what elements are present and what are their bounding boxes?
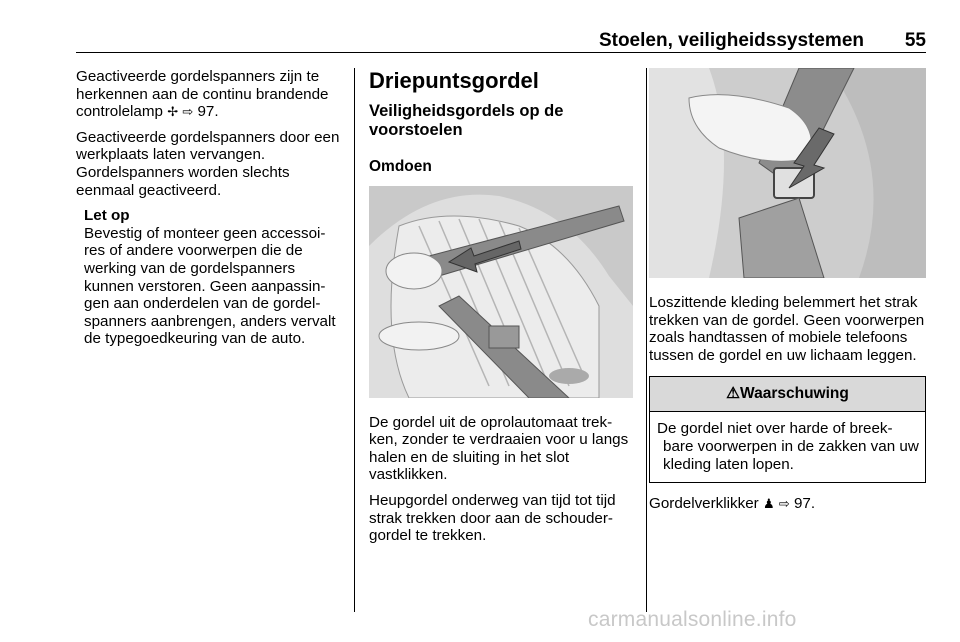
warning-triangle-icon: ⚠ <box>726 385 741 403</box>
warning-title: Waarschuwing <box>740 385 849 403</box>
page-header <box>76 30 926 53</box>
column-divider <box>646 68 647 612</box>
column-left <box>76 68 342 348</box>
heading-main: Driepuntsgordel <box>369 68 539 93</box>
watermark: carmanualsonline.info <box>588 608 797 631</box>
paragraph-text: Geactiveerde gordelspanners zijn te herkennen aan de continu brandende controlelamp <box>76 68 329 121</box>
heading-minor: Omdoen <box>369 158 432 175</box>
warning-box <box>649 376 926 483</box>
page-ref-icon: ⇨ <box>182 104 194 120</box>
seatbelt-fastening-illustration <box>369 186 633 398</box>
note-title: Let op <box>84 207 130 225</box>
paragraph: Geactiveerde gordelspanners door een werkplaats laten vervangen. Gordelspanners worden slechts eenmaal geactiveerd. <box>76 128 340 199</box>
paragraph: Loszittende kleding belemmert het strak trekken van de gordel. Geen voorwerpen zoals handtassen of mobiele telefoons tussen de gordel en uw lichaam leggen. <box>649 294 925 364</box>
column-right <box>649 68 926 521</box>
note-text: Bevestig of monteer geen accessoi-res of andere voorwerpen die de werking van de gordelspanners kunnen verstoren. Geen aanpassin-gen aan onderdelen van de gordel-spanners aanbrengen, anders vervalt de typegoedkeuring van de auto. <box>84 224 336 348</box>
paragraph <box>649 495 926 513</box>
page-number: 55 <box>904 30 926 51</box>
warning-text: De gordel niet over harde of breek-bare voorwerpen in de zakken van uw kleding laten lopen. <box>657 420 919 473</box>
seatbelt-buckle-illustration <box>649 68 926 278</box>
heading-sub: Veiligheidsgordels op de voorstoelen <box>369 102 564 139</box>
column-divider <box>354 68 355 612</box>
paragraph-text: Gordelverklikker <box>649 495 759 513</box>
paragraph: De gordel uit de oprolautomaat trek-ken, zonder te verdraaien voor u langs halen en de sluiting in het slot vastklikken. <box>369 413 629 484</box>
page-ref[interactable]: 97. <box>197 103 219 121</box>
page-ref-icon: ⇨ <box>778 496 790 512</box>
airbag-warning-icon: ✢ <box>167 104 179 120</box>
seatbelt-reminder-icon: ♟ <box>762 496 775 512</box>
paragraph: Heupgordel onderweg van tijd tot tijd strak trekken door aan de schouder-gordel te trekken. <box>369 491 616 545</box>
page-ref[interactable]: 97. <box>793 495 816 513</box>
section-title: Stoelen, veiligheidssystemen <box>598 30 864 51</box>
column-middle <box>369 68 633 553</box>
note-block <box>84 207 342 348</box>
paragraph <box>76 68 342 121</box>
warning-header <box>650 377 925 412</box>
